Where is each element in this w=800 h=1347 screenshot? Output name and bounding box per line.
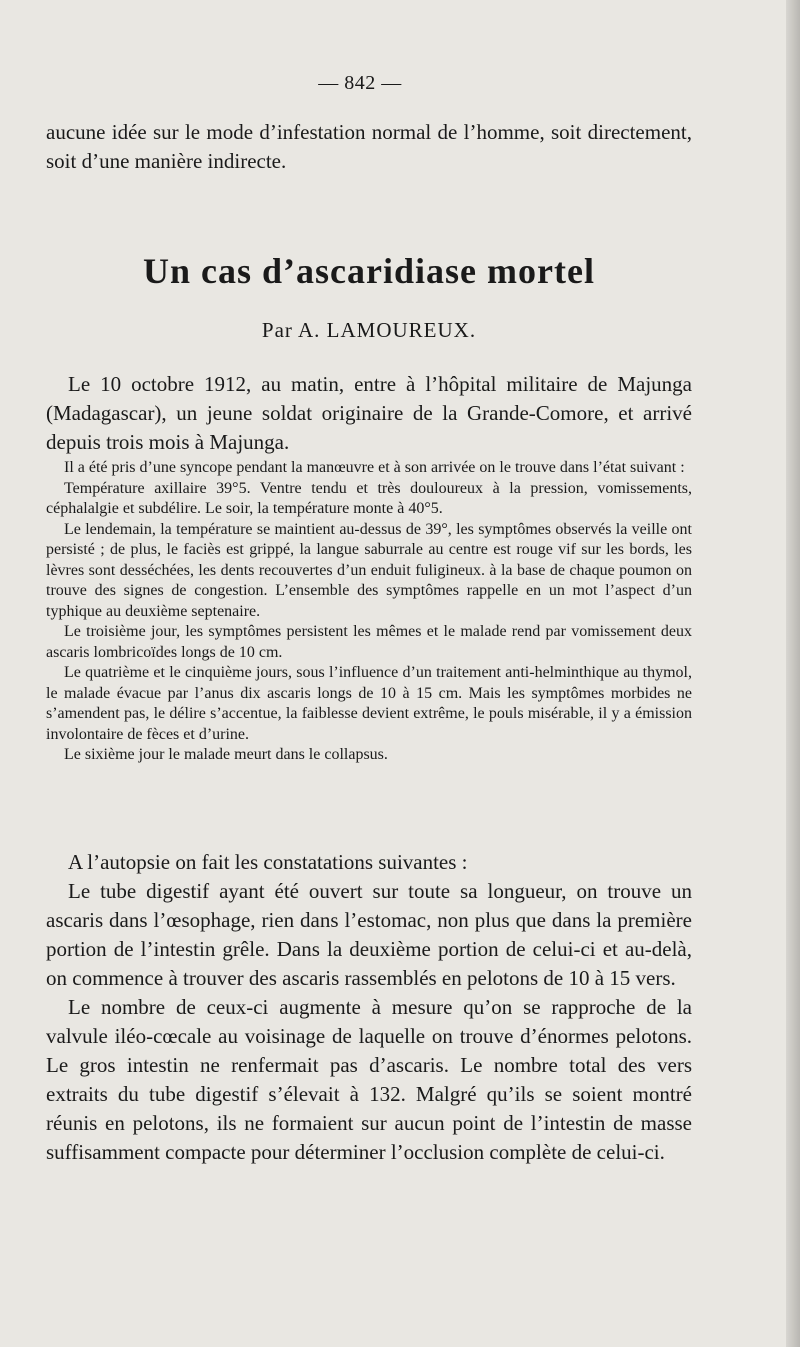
case-paragraph-1: Il a été pris d’une syncope pendant la manœuvre et à son arrivée on le trouve dans l’état suivant : — [64, 459, 685, 476]
case-paragraph-5: Le quatrième et le cinquième jours, sous l’influence d’un traitement anti-helminthique au thymol, le malade évacue par l’anus dix ascaris longs de 10 à 15 cm. Mais les symptômes morbides ne s’amendent pas, le délire s’accentue, la faiblesse devient extrême, le pouls misérable, il y a émission involontaire de fèces et d’urine. — [46, 664, 692, 743]
page-number: — 842 — — [318, 72, 402, 94]
lead-text: Le 10 octobre 1912, au matin, entre à l’hôpital militaire de Majunga (Madagascar), un jeune soldat originaire de la Grande-Comore, et arrivé depuis trois mois à Majunga. — [46, 372, 692, 454]
intro-paragraph — [46, 118, 692, 176]
autopsy-intro: A l’autopsie on fait les constatations suivantes : — [68, 850, 468, 874]
autopsy-paragraph-2: Le nombre de ceux-ci augmente à mesure qu’on se rapproche de la valvule iléo-cœcale au voisinage de laquelle on trouve d’énormes pelotons. Le gros intestin ne renfermait pas d’ascaris. Le nombre total des vers extraits du tube digestif s’élevait à 132. Malgré qu’ils se soient montré réunis en pelotons, ils ne formaient sur aucun point de l’intestin de masse suffisamment compacte pour déterminer l’occlusion complète de celui-ci. — [46, 995, 692, 1164]
lead-paragraph — [46, 370, 692, 457]
case-paragraph-4: Le troisième jour, les symptômes persistent les mêmes et le malade rend par vomissement deux ascaris lombricoïdes longs de 10 cm. — [46, 623, 692, 661]
case-report — [46, 458, 692, 766]
article-author: Par A. LAMOUREUX. — [261, 318, 477, 342]
autopsy-section — [46, 848, 692, 1167]
case-paragraph-3: Le lendemain, la température se maintient au-dessus de 39°, les symptômes observés la veille ont persisté ; de plus, le faciès est grippé, la langue saburrale au centre est rouge vif sur les bords, les lèvres sont desséchées, les dents recouvertes d’un enduit fuligineux. à la base de chaque poumon on trouve des signes de congestion. L’ensemble des symptômes rappelle en un mot l’aspect d’un typhique au deuxième septenaire. — [46, 520, 692, 620]
article-title: Un cas d’ascaridiase mortel — [143, 251, 595, 291]
case-paragraph-6: Le sixième jour le malade meurt dans le collapsus. — [64, 746, 388, 763]
case-paragraph-2: Température axillaire 39°5. Ventre tendu et très douloureux à la pression, vomissements, céphalalgie et subdélire. Le soir, la température monte à 40°5. — [46, 479, 692, 517]
page-edge — [786, 0, 800, 1347]
intro-text: aucune idée sur le mode d’infestation normal de l’homme, soit directement, soit d’une manière indirecte. — [46, 120, 692, 173]
autopsy-paragraph-1: Le tube digestif ayant été ouvert sur toute sa longueur, on trouve un ascaris dans l’œsophage, rien dans l’estomac, non plus que dans la première portion de l’intestin grêle. Dans la deuxième portion de celui-ci et au-delà, on commence à trouver des ascaris rassemblés en pelotons de 10 à 15 vers. — [46, 879, 692, 990]
